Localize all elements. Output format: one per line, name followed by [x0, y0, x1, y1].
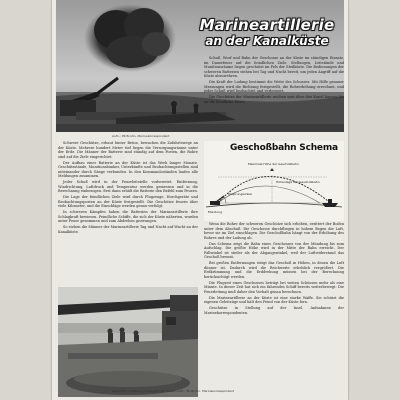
diagram-label-muzzle: Mündung [208, 210, 223, 214]
diagram-title: Geschoßbahn Schema [230, 143, 338, 153]
trajectory-diagram [204, 141, 344, 221]
paragraph: Das Schema zeigt die Bahn eines Geschosses von der Mündung bis zum Aufschlag. Die größte Höhe wird in der Mitte der Bahn erreicht. Der Fallwinkel ist steiler als der Abgangswinkel, weil der Luftwiderstand das Geschoß bremst. [204, 241, 344, 260]
paragraph: Die Flugzeit eines Geschosses beträgt bei weiten Schüssen mehr als eine Minute. In dieser Zeit hat sich ein fahrendes Schiff bereits weiterbewegt. Die Feuerleitung muß daher den Vorhalt genau berechnen. [204, 280, 344, 294]
paragraph: Der Aufbau einer Batterie an der Küste ist das Werk langer Monate. Geschützstände, Munitionsbunker, Unterkünfte und Beobachtungsstellen sind miteinander durch Gänge verbunden. In den Kommandoständen laufen alle Meldungen zusammen. [58, 160, 198, 179]
text-column-right-bottom [204, 222, 344, 388]
paragraph: Wenn die Rohre der schweren Geschütze sich erheben, erzittert der Boden unter dem Abschuß. Die Geschosse durchfliegen in hohem Bogen die Luft, bevor sie im Ziel einschlagen. Die Geschoßbahn hängt von der Erhöhung des Rohres und der Ladung ab. [204, 222, 344, 240]
paragraph: Die Marineartillerie an der Küste ist eine starke Waffe. Sie schützt die eigenen Geleitzüge und hält den Feind von der Küste fern. [204, 295, 344, 305]
paragraph: Die Geschütze der Marineartillerie reichen weit über den Kanal hinweg bis an die feindliche Küste. [204, 95, 344, 104]
top-photo-caption: Aufn.: PK Bruhn, Marinekorrespondent [112, 134, 170, 138]
trajectory-graphic [204, 141, 344, 221]
title-line-1: Marineartillerie [199, 16, 335, 34]
paragraph: Geschütze in Stellung auf der Insel, Aufnahmen der Marinekorrespondenten. [204, 306, 344, 315]
magazine-page [52, 0, 348, 400]
paragraph: Jeder Schuß wird in der Feuerleitstelle vorbereitet. Entfernung, Windrichtung, Luftdruck und Temperatur werden gemessen und in die Berechnung einbezogen. Erst dann erhält die Batterie den Befehl zum Feuern. [58, 180, 198, 194]
paragraph: Schuß, Wurf und Bahn der Geschosse an der Küste im ständigen Einsatz, im Dauerfeuer auf die feindlichen Ziele. Stellungen, Leitstände und Munitionsräume liegen geschützt im Fels der Steilküste. Die Bedienungen der schweren Batterien stehen bei Tag und Nacht bereit, um jeden Angriff auf die Küste abzuwehren. [204, 56, 344, 79]
diagram-label-angle: Absprungwinkel [228, 192, 252, 196]
bottom-photo-image [58, 287, 198, 397]
paragraph: So stehen die Männer der Marineartillerie Tag und Nacht auf Wacht an der Kanalküste. [58, 225, 198, 234]
bottom-photo-caption: Geschütz in Stellung auf einem der Inseln, Aufn.: PK Bruhn, Marinekorrespondent [112, 389, 235, 393]
paragraph: Die Kraft der Ladung bestimmt die Weite des Schusses. Mit Hilfe genauer Messungen wird die Richtung festgestellt, die Rohrerhöhung errechnet, und jeder Schuß wird beobachtet und verbessert. [204, 80, 344, 94]
paragraph: In schweren Kämpfen haben die Batterien der Marineartillerie ihre Schlagkraft bewiesen. Feindliche Schiffe, die sich der Küste näherten, wurden unter Feuer genommen und zum Abdrehen gezwungen. [58, 210, 198, 224]
diagram-label-max-height: Maximale Höhe der Geschoßbahn [248, 162, 299, 166]
paragraph: Die Lage der feindlichen Ziele wird durch Flugzeuge, Horchgeräte und Beobachtungsposten an der Küste festgestellt. Die Geschütze feuern über viele Kilometer, und die Einschläge werden genau verfolgt. [58, 195, 198, 209]
bottom-photo [58, 287, 198, 397]
paragraph: Schwere Geschütze, erbaut hinter Beton, bewachen die Zufahrtswege an der Küste. Mehrere hundert Meter tief liegen die Versorgungsräume unter der Erde. Die Männer der Batterie sind ständig auf dem Posten, die Rohre sind auf die Ziele eingerichtet. [58, 141, 198, 159]
diagram-label-trajectory: Höhenlage der Geschoßbahn [276, 180, 320, 184]
text-column-left [58, 141, 198, 284]
article-title [192, 18, 342, 47]
text-column-right-top [204, 56, 344, 140]
title-line-2: an der Kanalküste [205, 34, 329, 48]
paragraph: Bei großen Entfernungen steigt das Geschoß in Höhen, in denen die Luft dünner ist. Dadurch wird die Reichweite erheblich vergrößert. Die Erdkrümmung und die Erddrehung müssen bei der Berechnung berücksichtigt werden. [204, 261, 344, 279]
